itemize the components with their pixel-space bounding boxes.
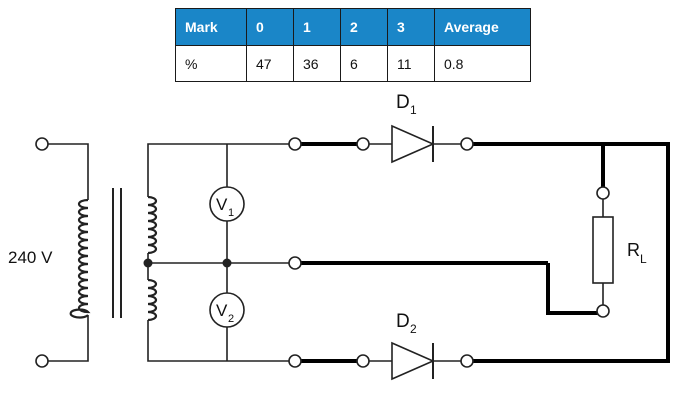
voltmeter-2-letter: V xyxy=(216,301,228,320)
diode-1 xyxy=(369,126,461,162)
load-resistor xyxy=(593,217,647,283)
terminal-d2-anode xyxy=(357,355,369,367)
diode-1-body xyxy=(392,126,433,162)
cell-mark-1: 36 xyxy=(294,46,341,82)
cell-percent-label: % xyxy=(176,46,247,82)
diode-1-label xyxy=(396,92,417,117)
voltmeter-2-subscript: 2 xyxy=(228,313,235,325)
header-cell-2: 2 xyxy=(341,9,388,46)
diode-2 xyxy=(369,343,461,379)
header-cell-0: 0 xyxy=(247,9,294,46)
supply-label: 240 V xyxy=(8,248,53,267)
secondary-coil-lower xyxy=(148,280,156,320)
junction-dot-left xyxy=(144,259,153,268)
terminal-bottom-left xyxy=(289,355,301,367)
load-subscript: L xyxy=(640,252,647,266)
primary-coil xyxy=(71,200,88,318)
voltmeter-1-subscript: 1 xyxy=(228,207,235,219)
wire-bottom xyxy=(148,320,289,361)
header-cell-mark: Mark xyxy=(176,9,247,46)
cell-mark-2: 6 xyxy=(341,46,388,82)
terminal-load-bottom xyxy=(597,305,609,317)
transformer-core xyxy=(113,188,121,318)
header-cell-3: 3 xyxy=(388,9,435,46)
secondary-wires xyxy=(148,144,289,361)
terminal-middle-left xyxy=(289,257,301,269)
load-letter: R xyxy=(627,240,640,260)
voltmeter-2 xyxy=(210,293,244,327)
header-cell-1: 1 xyxy=(294,9,341,46)
diode-1-subscript: 1 xyxy=(410,103,417,117)
terminal-d2-cathode xyxy=(461,355,473,367)
load-resistor-body xyxy=(593,217,613,283)
terminals xyxy=(289,138,609,367)
header-cell-average: Average xyxy=(435,9,531,46)
cell-mark-0: 47 xyxy=(247,46,294,82)
cell-mark-3: 11 xyxy=(388,46,435,82)
secondary-coil-upper xyxy=(148,197,156,253)
voltmeter-1 xyxy=(210,187,244,221)
terminal-load-top xyxy=(597,187,609,199)
diode-2-subscript: 2 xyxy=(410,322,417,336)
primary-wires xyxy=(48,144,88,361)
junction-dot-right xyxy=(223,259,232,268)
terminal-d1-anode xyxy=(357,138,369,150)
diode-1-letter: D xyxy=(396,92,410,113)
primary-wire-bottom xyxy=(48,315,88,361)
terminal-top-left xyxy=(289,138,301,150)
supply-terminal-bottom xyxy=(36,355,48,367)
cell-average: 0.8 xyxy=(435,46,531,82)
diode-2-body xyxy=(392,343,433,379)
supply-terminal-top xyxy=(36,138,48,150)
diode-2-letter: D xyxy=(396,311,410,332)
diode-2-label xyxy=(396,311,417,336)
terminal-d1-cathode xyxy=(461,138,473,150)
primary-wire-top xyxy=(48,144,88,200)
voltmeter-1-letter: V xyxy=(216,195,228,214)
